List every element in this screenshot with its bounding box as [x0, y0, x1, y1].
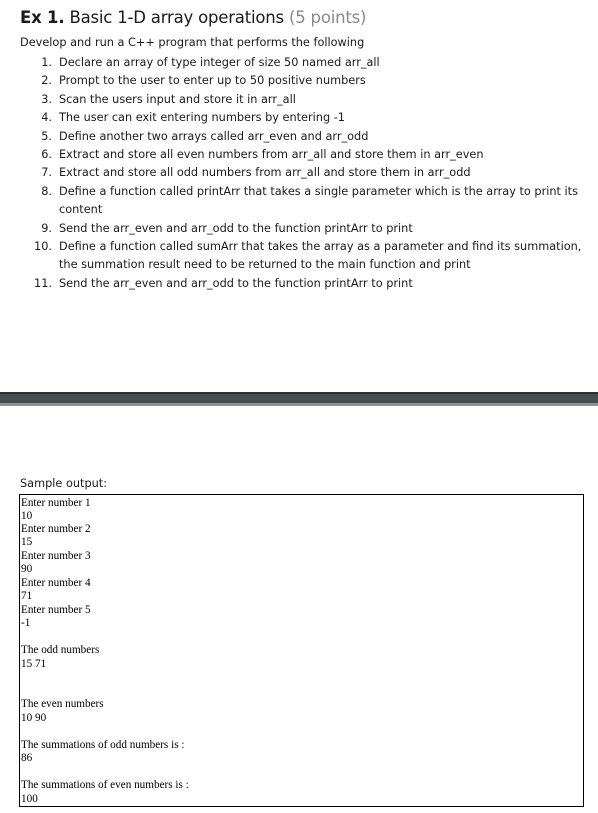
- step-text: Define another two arrays called arr_even and arr_odd: [59, 129, 369, 143]
- sample-output-label: Sample output:: [20, 477, 108, 490]
- sample-output-line: 15 71: [21, 658, 47, 670]
- step-number: 3.: [41, 92, 52, 106]
- step-item: [0, 220, 598, 238]
- step-number: 7.: [41, 166, 52, 180]
- step-text: Extract and store all even numbers from arr_all and store them in arr_even: [59, 148, 484, 162]
- step-text: Declare an array of type integer of size 50 named arr_all: [59, 56, 380, 69]
- exercise-number: Ex 1.: [20, 8, 65, 27]
- sample-output-line: The odd numbers: [21, 644, 100, 656]
- step-text: Scan the users input and store it in arr_all: [59, 92, 296, 106]
- step-item: [0, 238, 598, 275]
- step-number: 9.: [41, 221, 52, 235]
- sample-output-line: -1: [21, 617, 31, 629]
- step-item: [0, 146, 598, 164]
- exercise-title: Basic 1-D array operations: [64, 8, 289, 27]
- step-text: Prompt to the user to enter up to 50 positive numbers: [59, 74, 366, 88]
- exercise-intro: Develop and run a C++ program that performs the following: [20, 36, 365, 49]
- sample-output-line: 10 90: [21, 712, 47, 724]
- step-number: 2.: [41, 74, 52, 88]
- step-text: Define a function called sumArr that takes the array as a parameter and find its summation,: [59, 240, 582, 254]
- step-text: The user can exit entering numbers by entering -1: [59, 111, 345, 125]
- step-item: [0, 164, 598, 182]
- step-number: 6.: [41, 148, 52, 162]
- exercise-section: [0, 0, 598, 392]
- step-item: [0, 109, 598, 127]
- step-number: 11.: [34, 276, 52, 290]
- sample-output-line: 10: [21, 510, 33, 522]
- sample-output-line: Enter number 2: [21, 523, 91, 535]
- sample-output-line: Enter number 1: [21, 497, 91, 509]
- step-text: Send the arr_even and arr_odd to the function printArr to print: [59, 221, 413, 235]
- step-number: 10.: [34, 240, 52, 254]
- sample-output-line: 15: [21, 536, 33, 548]
- step-text: Send the arr_even and arr_odd to the function printArr to print: [59, 276, 413, 290]
- step-item: [0, 72, 598, 90]
- step-item: [0, 275, 598, 293]
- step-number: 8.: [41, 184, 52, 198]
- step-item: [0, 54, 598, 72]
- step-text: Define a function called printArr that takes a single parameter which is the array to print its: [59, 184, 578, 198]
- step-text: Extract and store all odd numbers from arr_all and store them in arr_odd: [59, 166, 471, 180]
- step-item: [0, 91, 598, 109]
- sample-output-line: The summations of odd numbers is :: [21, 739, 185, 751]
- step-item: [0, 183, 598, 220]
- sample-output-line: The summations of even numbers is :: [21, 779, 189, 791]
- sample-output-line: The even numbers: [21, 698, 104, 710]
- sample-output-box: [19, 494, 584, 807]
- step-text-continuation: the summation result need to be returned to the main function and print: [59, 258, 471, 272]
- sample-output-line: 86: [21, 752, 33, 764]
- page-separator: [0, 392, 598, 406]
- step-number: 1.: [41, 56, 52, 69]
- sample-output-line: 100: [21, 793, 38, 805]
- sample-output-line: 90: [21, 563, 33, 575]
- step-number: 5.: [41, 129, 52, 143]
- sample-output-line: Enter number 3: [21, 550, 91, 562]
- step-item: [0, 128, 598, 146]
- sample-output-line: 71: [21, 590, 33, 602]
- sample-output-line: Enter number 4: [21, 577, 91, 589]
- step-number: 4.: [41, 111, 52, 125]
- exercise-points: (5 points): [288, 8, 367, 27]
- step-text-continuation: content: [59, 203, 103, 217]
- steps-list: [0, 54, 598, 293]
- exercise-heading: [20, 8, 366, 27]
- sample-output-line: Enter number 5: [21, 604, 91, 616]
